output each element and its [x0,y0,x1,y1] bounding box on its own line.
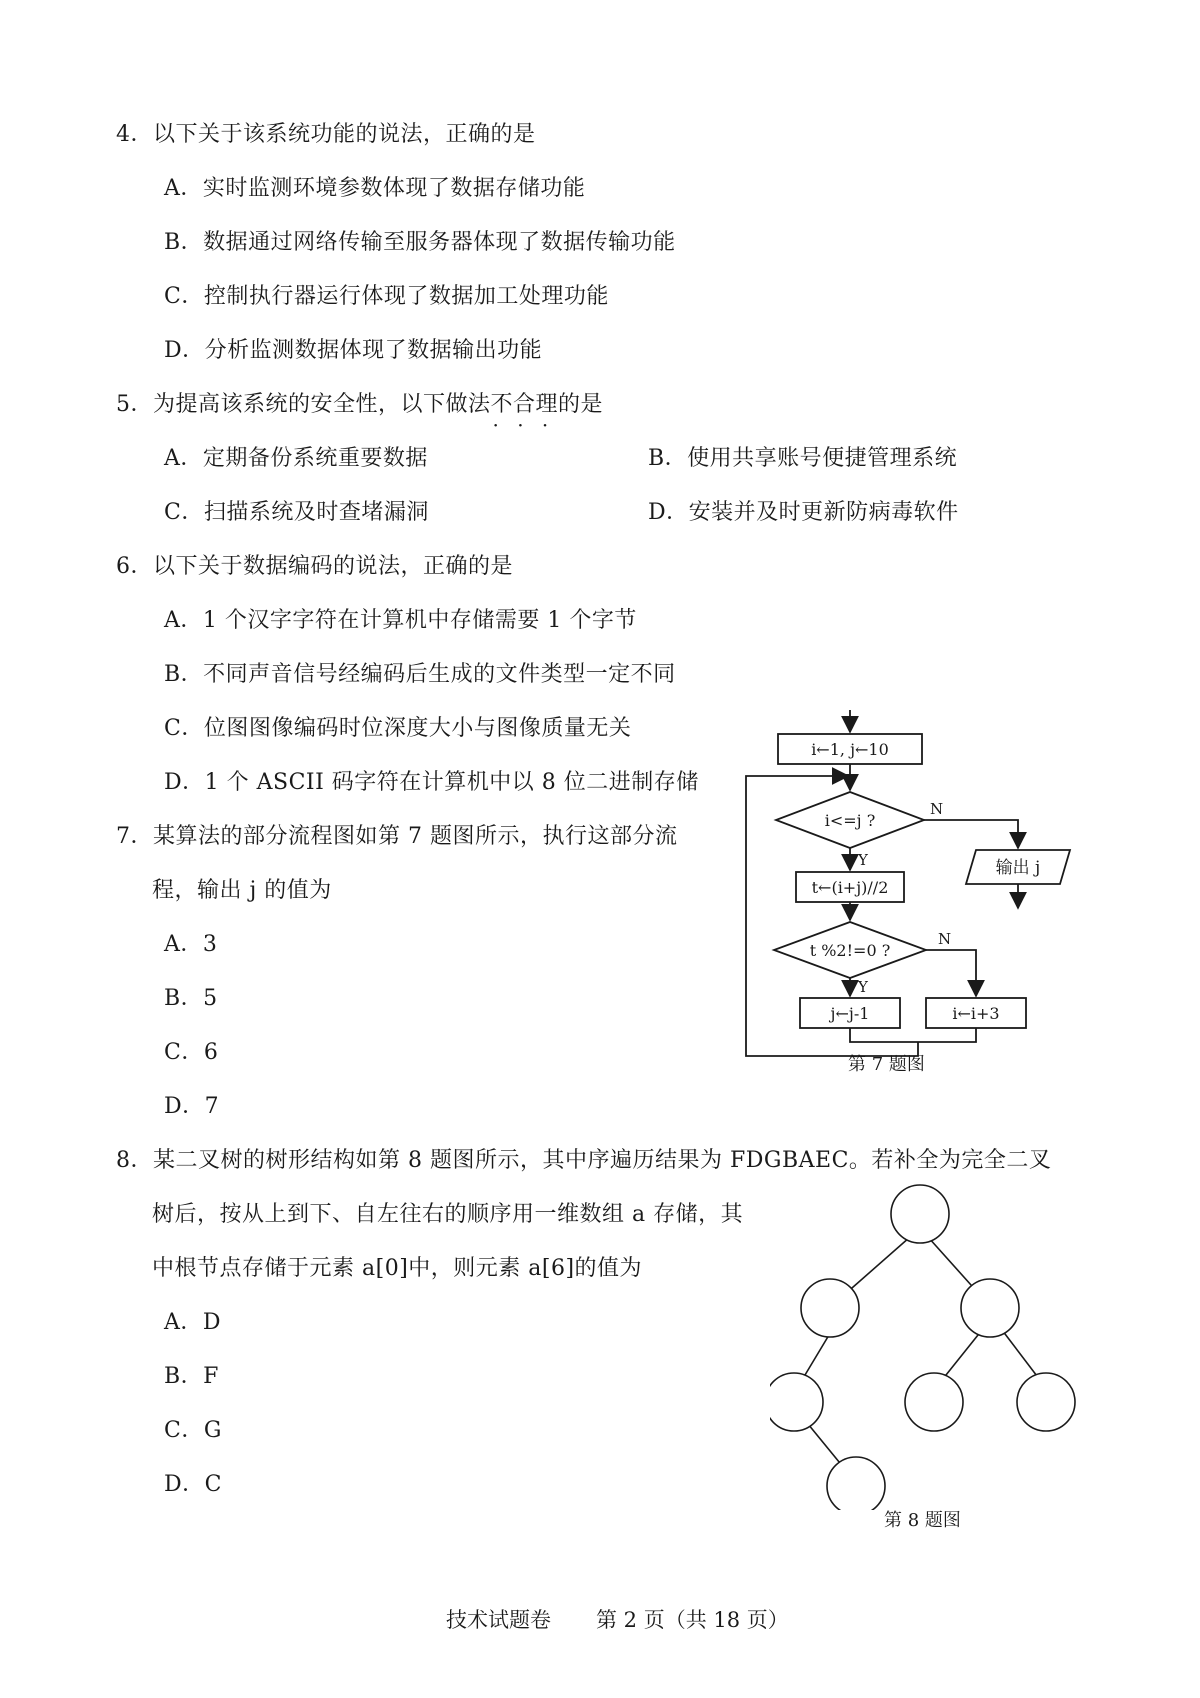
q6-option-c: C．位图图像编码时位深度大小与图像质量无关 [164,716,632,741]
flowchart-q7 [730,700,1090,1090]
q7-stem-line1: 7．某算法的部分流程图如第 7 题图所示，执行这部分流 [116,824,678,849]
q8-stem-line2: 树后，按从上到下、自左往右的顺序用一维数组 a 存储，其 [152,1202,744,1227]
q6-option-d: D．1 个 ASCII 码字符在计算机中以 8 位二进制存储 [164,770,699,795]
tree-caption: 第 8 题图 [884,1510,961,1531]
flowchart-caption: 第 7 题图 [848,1054,925,1075]
tree-node [1017,1373,1075,1431]
binary-tree-q8 [770,1180,1090,1510]
tree-node [801,1279,859,1337]
q4-option-a: A．实时监测环境参数体现了数据存储功能 [164,176,586,201]
q6-stem: 6．以下关于数据编码的说法，正确的是 [116,554,513,579]
q8-option-c: C．G [164,1418,222,1443]
flowchart-cond1-label: i<=j ? [824,811,876,830]
flowchart-output-label: 输出 j [995,858,1041,878]
tree-node [827,1457,885,1510]
q5-option-d: D．安装并及时更新防病毒软件 [648,500,959,525]
q7-option-d: D．7 [164,1094,220,1119]
q5-option-a: A．定期备份系统重要数据 [164,446,428,471]
tree-edge [942,1330,982,1380]
flowchart-yes-branch-label: j←j-1 [830,1004,870,1023]
footer-page-number: 第 2 页（共 18 页） [596,1608,789,1632]
tree-node [770,1373,823,1431]
flowchart-cond2-label: t %2!=0 ? [809,941,891,960]
footer-title: 技术试题卷 [446,1608,551,1632]
q8-option-b: B．F [164,1364,219,1389]
q8-option-a: A．D [164,1310,222,1335]
q4-option-b: B．数据通过网络传输至服务器体现了数据传输功能 [164,230,676,255]
q8-stem-line3: 中根节点存储于元素 a[0]中，则元素 a[6]的值为 [152,1256,643,1281]
q4-stem: 4．以下关于该系统功能的说法，正确的是 [116,122,536,147]
q4-option-d: D．分析监测数据体现了数据输出功能 [164,338,543,363]
q4-option-c: C．控制执行器运行体现了数据加工处理功能 [164,284,609,309]
q5-stem-pre: 5．为提高该系统的安全性，以下做法 [116,392,491,417]
tree-node [905,1373,963,1431]
tree-edge [1002,1330,1040,1380]
q8-option-d: D．C [164,1472,222,1497]
flowchart-cond1-no: N [930,800,944,818]
q5-option-c: C．扫描系统及时查堵漏洞 [164,500,429,525]
flowchart-init-label: i←1, j←10 [811,740,889,759]
flowchart-cond2-yes: Y [858,978,868,996]
q5-option-b: B．使用共享账号便捷管理系统 [648,446,958,471]
q7-stem-line2: 程，输出 j 的值为 [152,878,332,903]
q5-stem-post: 的是 [558,392,604,417]
q7-option-c: C．6 [164,1040,219,1065]
q5-stem-emphasis: 不合理 · · · [491,392,559,417]
q6-option-b: B．不同声音信号经编码后生成的文件类型一定不同 [164,662,676,687]
flowchart-assign-t-label: t←(i+j)//2 [811,878,889,897]
q7-option-a: A．3 [164,932,218,957]
tree-edge [844,1237,910,1295]
q7-option-b: B．5 [164,986,218,1011]
flowchart-cond1-yes: Y [858,851,868,869]
tree-node [961,1279,1019,1337]
flowchart-cond2-no: N [938,930,952,948]
q8-stem-line1: 8．某二叉树的树形结构如第 8 题图所示，其中序遍历结果为 FDGBAEC。若补全为完全二叉 [116,1148,1052,1173]
tree-edge [808,1424,844,1468]
q5-stem [116,390,603,420]
q6-option-a: A．1 个汉字字符在计算机中存储需要 1 个字节 [164,608,637,633]
flowchart-no-branch-label: i←i+3 [952,1004,1000,1023]
tree-node [891,1185,949,1243]
